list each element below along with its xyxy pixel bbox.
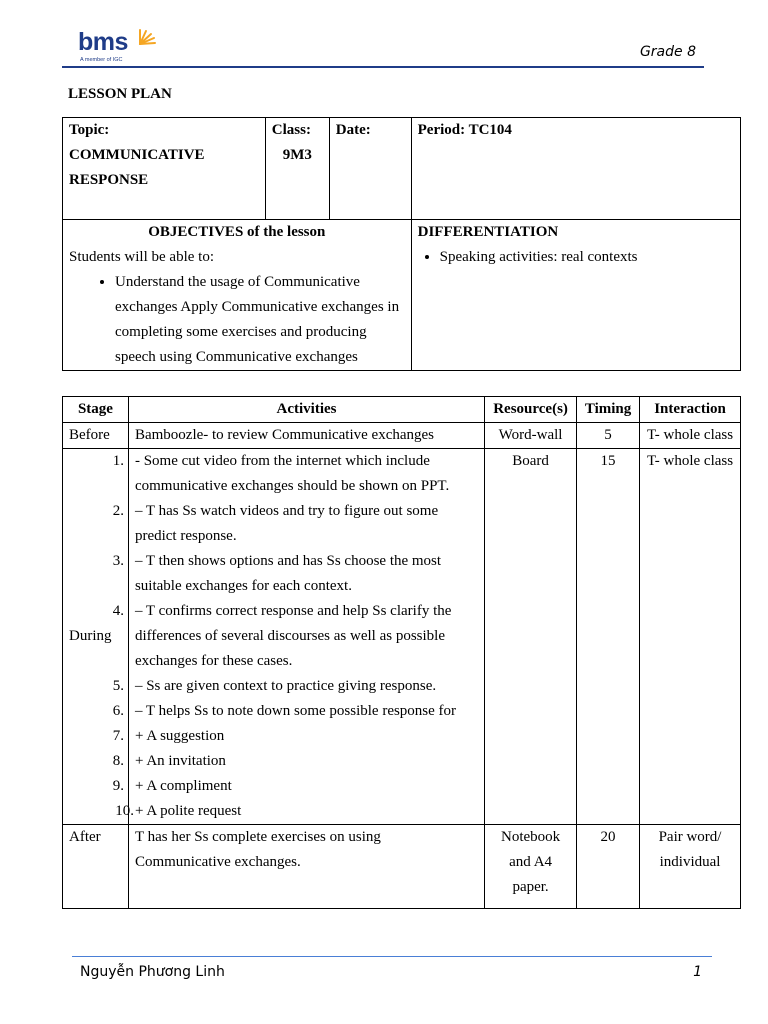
- step-number: 9.: [112, 778, 124, 794]
- objectives-heading: OBJECTIVES of the lesson: [148, 224, 326, 240]
- resource-cell: Word-wall: [485, 423, 577, 449]
- column-header: Stage: [63, 397, 129, 423]
- table-row: [63, 220, 741, 371]
- step-text: – T helps Ss to note down some possible response for: [134, 703, 457, 719]
- topic-value: COMMUNICATIVE RESPONSE: [69, 147, 205, 188]
- column-header: Activities: [128, 397, 484, 423]
- step-number: 1.: [112, 453, 124, 469]
- differentiation-list: [418, 245, 734, 270]
- bms-logo: [78, 28, 158, 66]
- timing-cell: 20: [577, 825, 640, 909]
- date-label: Date:: [335, 122, 371, 138]
- class-cell: [265, 118, 329, 220]
- page-title: LESSON PLAN: [68, 86, 172, 102]
- topic-cell: [63, 118, 266, 220]
- resource-cell: Notebook and A4 paper.: [485, 825, 577, 909]
- step-text: – T then shows options and has Ss choose the most suitable exchanges for each context.: [134, 553, 442, 594]
- stage-cell: Before: [63, 423, 129, 449]
- interaction-cell: Pair word/ individual: [640, 825, 741, 909]
- interaction-cell: T- whole class: [640, 449, 741, 825]
- page-header: [62, 22, 704, 68]
- step-text: – T has Ss watch videos and try to figure out some predict response.: [134, 503, 439, 544]
- step-text: + An invitation: [134, 753, 226, 769]
- table-row: [63, 118, 741, 220]
- step-text: + A compliment: [134, 778, 232, 794]
- objectives-list: [69, 270, 405, 370]
- column-header: Resource(s): [485, 397, 577, 423]
- interaction-cell: T- whole class: [640, 423, 741, 449]
- stage-cell: [63, 449, 134, 825]
- resource-cell: Board: [485, 449, 577, 825]
- timing-cell: 15: [577, 449, 640, 825]
- activity-cell: Bamboozle- to review Communicative exchanges: [128, 423, 484, 449]
- footer-divider: [72, 956, 712, 957]
- table-row: [63, 825, 741, 909]
- objectives-cell: [63, 220, 412, 371]
- table-row: [63, 449, 741, 825]
- table-header-row: [63, 397, 741, 423]
- list-item: • Speaking activities: real contexts: [440, 245, 734, 270]
- column-header: Timing: [577, 397, 640, 423]
- step-number: 6.: [112, 703, 124, 719]
- lesson-info-table: [62, 117, 741, 371]
- date-cell: [329, 118, 411, 220]
- logo-wordmark: bms: [78, 28, 128, 56]
- differentiation-heading: DIFFERENTIATION: [417, 224, 559, 240]
- table-row: [63, 423, 741, 449]
- column-header: Interaction: [640, 397, 741, 423]
- objectives-intro: Students will be able to:: [69, 249, 214, 265]
- class-value: 9M3: [282, 147, 312, 163]
- step-text: – Ss are given context to practice giving response.: [134, 678, 437, 694]
- grade-label: Grade 8: [639, 44, 696, 60]
- step-number: 8.: [112, 753, 124, 769]
- step-number: 4.: [112, 603, 124, 619]
- period-label: Period: TC104: [417, 122, 512, 138]
- activity-cell: [128, 449, 484, 825]
- timing-cell: 5: [577, 423, 640, 449]
- topic-label: Topic:: [69, 122, 110, 138]
- step-number: 2.: [112, 503, 124, 519]
- sun-rays-icon: [132, 22, 162, 52]
- step-number: 10.: [115, 803, 134, 819]
- step-text: + A suggestion: [134, 728, 225, 744]
- step-number: 5.: [112, 678, 124, 694]
- step-number: 3.: [112, 553, 124, 569]
- page-number: 1: [693, 964, 702, 980]
- class-label: Class:: [271, 122, 311, 138]
- list-item: • Understand the usage of Communicative exchanges Apply Communicative exchanges in completing some exercises and producing speech using Communicative exchanges: [115, 270, 405, 370]
- step-text: – T confirms correct response and help Ss clarify the differences of several discourses as well as possible exchanges for these cases.: [134, 603, 452, 669]
- footer-author: Nguyễn Phương Linh: [80, 964, 225, 980]
- activity-cell: T has her Ss complete exercises on using Communicative exchanges.: [128, 825, 484, 909]
- differentiation-cell: [411, 220, 740, 371]
- period-cell: [411, 118, 740, 220]
- step-text: - Some cut video from the internet which include communicative exchanges should be shown on PPT.: [134, 453, 450, 494]
- activities-table: [62, 396, 741, 909]
- logo-tagline: A member of IGC: [80, 57, 123, 63]
- stage-label: During: [69, 628, 112, 644]
- step-text: + A polite request: [134, 803, 242, 819]
- stage-cell: After: [63, 825, 129, 909]
- step-number: 7.: [112, 728, 124, 744]
